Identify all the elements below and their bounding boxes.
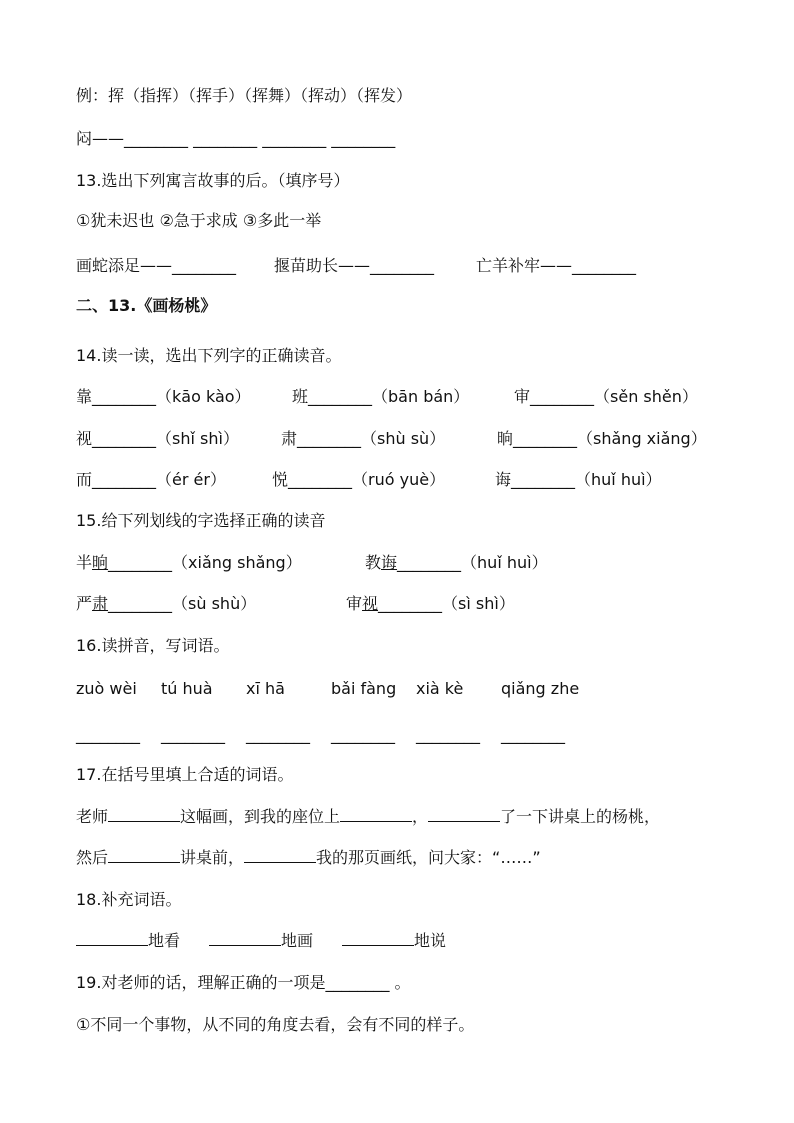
- q17-text: 讲桌前，: [180, 848, 245, 867]
- q15-row-1: [76, 552, 716, 574]
- q13-item-1-label: 画蛇添足——: [76, 256, 173, 275]
- q15-item-banshang: [76, 552, 302, 574]
- q15-question: 15.给下列划线的字选择正确的读音: [76, 511, 326, 530]
- q15-pre: 教: [365, 553, 382, 572]
- q18-question: 18.补充词语。: [76, 890, 182, 909]
- q14-char: 视: [76, 429, 93, 448]
- q16-pinyin-2: tú huà: [161, 679, 213, 698]
- q18-word: 地看: [148, 931, 181, 950]
- q16-blanks-row: [76, 724, 716, 746]
- q14-item-shi: [76, 428, 239, 450]
- q13-item-1: [76, 255, 236, 277]
- q17-text: ，: [412, 807, 429, 826]
- q17-text: 这幅画，到我的座位上: [180, 807, 341, 826]
- q13-item-2-label: 揠苗助长——: [274, 256, 371, 275]
- q17-blank-3[interactable]: [428, 807, 500, 822]
- q16-pinyin-5: xià kè: [416, 679, 464, 698]
- men-blank-1[interactable]: ________: [124, 129, 189, 148]
- q13-options: [76, 210, 321, 232]
- q18-item-2: [209, 930, 313, 952]
- q15-underlined-char: 晌: [92, 553, 109, 572]
- q14-item-kao: [76, 386, 251, 408]
- q13-item-3-label: 亡羊补牢——: [476, 256, 573, 275]
- q14-row-2: [76, 428, 716, 450]
- q13-option-2: ②急于求成: [159, 211, 238, 230]
- q16-pinyin-1: zuò wèi: [76, 679, 137, 698]
- q16-blank-6[interactable]: ________: [501, 725, 565, 744]
- q14-row-3: [76, 469, 716, 491]
- q17-text: 老师: [76, 807, 109, 826]
- q17-text: 然后: [76, 848, 109, 867]
- q18-word: 地说: [414, 931, 447, 950]
- q14-char: 审: [514, 387, 531, 406]
- q14-blank[interactable]: ________: [288, 470, 353, 489]
- q14-pinyin: （shù sù）: [361, 429, 446, 448]
- q14-char: 悦: [272, 470, 289, 489]
- q14-pinyin: （ér ér）: [156, 470, 226, 489]
- q16-blank-2[interactable]: ________: [161, 725, 225, 744]
- q14-char: 诲: [495, 470, 512, 489]
- men-blank-3[interactable]: ________: [262, 129, 327, 148]
- q15-item-jiaohui: [365, 552, 548, 574]
- q17-text: 了一下讲桌上的杨桃，: [500, 807, 661, 826]
- q15-item-shenshi: [346, 593, 515, 615]
- q16-pinyin-6: qiǎng zhe: [501, 679, 580, 698]
- q13-items: [76, 255, 716, 277]
- q14-pinyin: （sěn shěn）: [594, 387, 698, 406]
- q14-blank[interactable]: ________: [530, 387, 595, 406]
- q14-pinyin: （kāo kào）: [156, 387, 251, 406]
- q14-item-ban: [292, 386, 469, 408]
- men-blank-2[interactable]: ________: [193, 129, 258, 148]
- q15-pinyin: （xiǎng shǎng）: [172, 553, 302, 572]
- q15-blank[interactable]: ________: [108, 553, 173, 572]
- q19-question: 19.对老师的话，理解正确的一项是________ 。: [76, 973, 411, 992]
- q15-item-yansu: [76, 593, 256, 615]
- q15-pinyin: （huǐ huì）: [461, 553, 548, 572]
- q14-item-er: [76, 469, 226, 491]
- men-blank-4[interactable]: ________: [331, 129, 396, 148]
- q14-item-yue: [272, 469, 445, 491]
- q13-item-1-blank[interactable]: ________: [172, 256, 237, 275]
- q17-line-1: [76, 806, 660, 828]
- men-line: [76, 128, 395, 150]
- q15-pre: 半: [76, 553, 93, 572]
- q15-underlined-char: 视: [362, 594, 379, 613]
- q14-blank[interactable]: ________: [297, 429, 362, 448]
- q15-underlined-char: 肃: [92, 594, 109, 613]
- q16-blank-5[interactable]: ________: [416, 725, 480, 744]
- q15-underlined-char: 诲: [381, 553, 398, 572]
- q19-option-1: ①不同一个事物，从不同的角度去看，会有不同的样子。: [76, 1015, 475, 1034]
- q17-blank-4[interactable]: [108, 848, 180, 863]
- q14-item-shen: [514, 386, 698, 408]
- q13-item-2-blank[interactable]: ________: [370, 256, 435, 275]
- q16-pinyin-row: [76, 678, 716, 700]
- q13-item-2: [274, 255, 434, 277]
- q18-blank[interactable]: [76, 931, 148, 946]
- q14-item-shang: [497, 428, 707, 450]
- q14-blank[interactable]: ________: [308, 387, 373, 406]
- q17-blank-2[interactable]: [340, 807, 412, 822]
- q14-question: 14.读一读，选出下列字的正确读音。: [76, 346, 342, 365]
- q15-pinyin: （sù shù）: [172, 594, 257, 613]
- q17-line-2: [76, 847, 541, 869]
- q16-blank-1[interactable]: ________: [76, 725, 140, 744]
- q18-word: 地画: [281, 931, 314, 950]
- q14-blank[interactable]: ________: [92, 387, 157, 406]
- section2-title: 二、13.《画杨桃》: [76, 296, 217, 315]
- q16-pinyin-3: xī hā: [246, 679, 285, 698]
- q16-blank-4[interactable]: ________: [331, 725, 395, 744]
- q16-pinyin-4: bǎi fàng: [331, 679, 397, 698]
- q18-item-1: [76, 930, 180, 952]
- q16-blank-3[interactable]: ________: [246, 725, 310, 744]
- q15-pre: 审: [346, 594, 363, 613]
- q14-blank[interactable]: ________: [513, 429, 578, 448]
- q14-pinyin: （huǐ huì）: [575, 470, 662, 489]
- q15-blank[interactable]: ________: [378, 594, 443, 613]
- q14-pinyin: （shǎng xiǎng）: [577, 429, 707, 448]
- men-prefix: 闷——: [76, 129, 125, 148]
- example-line: 例：挥（指挥）（挥手）（挥舞）（挥动）（挥发）: [76, 86, 413, 105]
- q13-option-1: ①犹未迟也: [76, 211, 155, 230]
- q13-item-3-blank[interactable]: ________: [572, 256, 637, 275]
- q17-blank-5[interactable]: [244, 848, 316, 863]
- q15-blank[interactable]: ________: [397, 553, 462, 572]
- q17-question: 17.在括号里填上合适的词语。: [76, 765, 294, 784]
- q18-blank[interactable]: [342, 931, 414, 946]
- q15-blank[interactable]: ________: [108, 594, 173, 613]
- q14-item-hui: [495, 469, 662, 491]
- q15-pre: 严: [76, 594, 93, 613]
- q14-char: 肃: [281, 429, 298, 448]
- q15-pinyin: （sì shì）: [442, 594, 515, 613]
- q14-pinyin: （shǐ shì）: [156, 429, 239, 448]
- q13-item-3: [476, 255, 636, 277]
- q14-row-1: [76, 386, 716, 408]
- q16-question: 16.读拼音，写词语。: [76, 636, 230, 655]
- q14-pinyin: （bān bán）: [372, 387, 470, 406]
- q14-char: 而: [76, 470, 93, 489]
- q14-char: 靠: [76, 387, 93, 406]
- q15-row-2: [76, 593, 716, 615]
- q14-blank[interactable]: ________: [92, 470, 157, 489]
- q14-char: 晌: [497, 429, 514, 448]
- q14-blank[interactable]: ________: [92, 429, 157, 448]
- q13-question: 13.选出下列寓言故事的后。（填序号）: [76, 171, 350, 190]
- q17-blank-1[interactable]: [108, 807, 180, 822]
- q14-item-su: [281, 428, 445, 450]
- q17-text: 我的那页画纸，问大家：“……”: [316, 848, 541, 867]
- q18-item-3: [342, 930, 446, 952]
- q18-blank[interactable]: [209, 931, 281, 946]
- q14-blank[interactable]: ________: [511, 470, 576, 489]
- q13-option-3: ③多此一举: [242, 211, 322, 230]
- q14-pinyin: （ruó yuè）: [352, 470, 446, 489]
- q14-char: 班: [292, 387, 309, 406]
- q18-items: [76, 930, 716, 952]
